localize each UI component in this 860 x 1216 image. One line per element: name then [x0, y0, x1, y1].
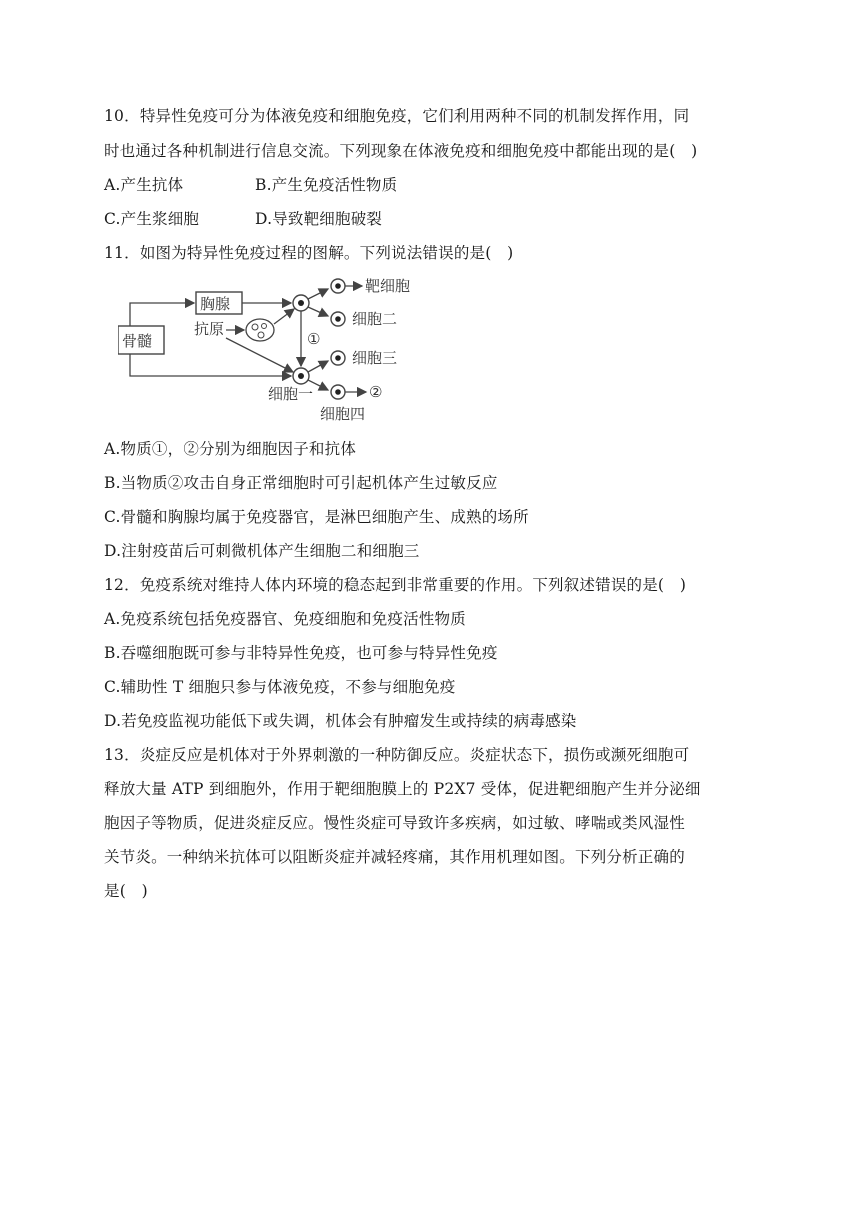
thymus-label: 胸腺 — [200, 295, 231, 313]
q13-line5: 是( ) — [104, 882, 148, 900]
cell1-label: 细胞一 — [268, 385, 314, 403]
q11-option-b: B.当物质②攻击自身正常细胞时可引起机体产生过敏反应 — [104, 474, 498, 492]
q13-line1: 13．炎症反应是机体对于外界刺激的一种防御反应。炎症状态下，损伤或濒死细胞可 — [104, 746, 690, 764]
arrow-marrow-thymus — [130, 303, 194, 326]
q13-line2: 释放大量 ATP 到细胞外，作用于靶细胞膜上的 P2X7 受体，促进靶细胞产生并分泌细 — [104, 780, 701, 798]
arrow-apc-upper-cell — [274, 309, 294, 324]
q10-options-row1 — [104, 174, 398, 196]
arrow-marrow-cell1 — [130, 354, 291, 376]
q13-line3: 胞因子等物质，促进炎症反应。慢性炎症可导致许多疾病，如过敏、哮喘或类风湿性 — [104, 814, 685, 832]
bone-marrow-label: 骨髓 — [122, 332, 153, 350]
q11-option-c: C.骨髓和胸腺均属于免疫器官，是淋巴细胞产生、成熟的场所 — [104, 508, 529, 526]
q12-option-c: C.辅助性 T 细胞只参与体液免疫，不参与细胞免疫 — [104, 678, 456, 696]
antigen-label: 抗原 — [194, 320, 225, 338]
mark-1: ① — [307, 330, 321, 348]
q10-options-row2 — [104, 208, 383, 230]
q13-line4: 关节炎。一种纳米抗体可以阻断炎症并减轻疼痛，其作用机理如图。下列分析正确的 — [104, 848, 685, 866]
arrow-antigen-cell1 — [226, 338, 293, 372]
cell2-label: 细胞二 — [352, 310, 398, 328]
q10-option-b: B.产生免疫活性物质 — [255, 176, 398, 194]
apc-granule — [262, 324, 267, 329]
q12-stem: 12．免疫系统对维持人体内环境的稳态起到非常重要的作用。下列叙述错误的是( ) — [104, 576, 687, 594]
q10-stem-line1: 10．特异性免疫可分为体液免疫和细胞免疫，它们利用两种不同的机制发挥作用，同 — [104, 107, 690, 125]
q12-option-a: A.免疫系统包括免疫器官、免疫细胞和免疫活性物质 — [104, 610, 466, 628]
immune-process-diagram — [118, 268, 428, 426]
q11-stem: 11．如图为特异性免疫过程的图解。下列说法错误的是( ) — [104, 244, 514, 262]
apc-granule — [258, 332, 264, 338]
q10-stem-line2: 时也通过各种机制进行信息交流。下列现象在体液免疫和细胞免疫中都能出现的是( ) — [104, 142, 698, 160]
q10-option-c: C.产生浆细胞 — [104, 210, 200, 228]
q12-option-b: B.吞噬细胞既可参与非特异性免疫，也可参与特异性免疫 — [104, 644, 498, 662]
q12-option-d: D.若免疫监视功能低下或失调，机体会有肿瘤发生或持续的病毒感染 — [104, 712, 577, 730]
cell3-label: 细胞三 — [352, 349, 398, 367]
q11-option-a: A.物质①，②分别为细胞因子和抗体 — [104, 440, 357, 458]
q10-option-a: A.产生抗体 — [104, 176, 184, 194]
target-cell-label: 靶细胞 — [365, 277, 411, 295]
mark-2: ② — [369, 383, 383, 401]
cell4-label: 细胞四 — [320, 405, 366, 423]
apc-granule — [252, 324, 258, 330]
q10-option-d: D.导致靶细胞破裂 — [255, 210, 383, 228]
q11-option-d: D.注射疫苗后可刺微机体产生细胞二和细胞三 — [104, 542, 420, 560]
